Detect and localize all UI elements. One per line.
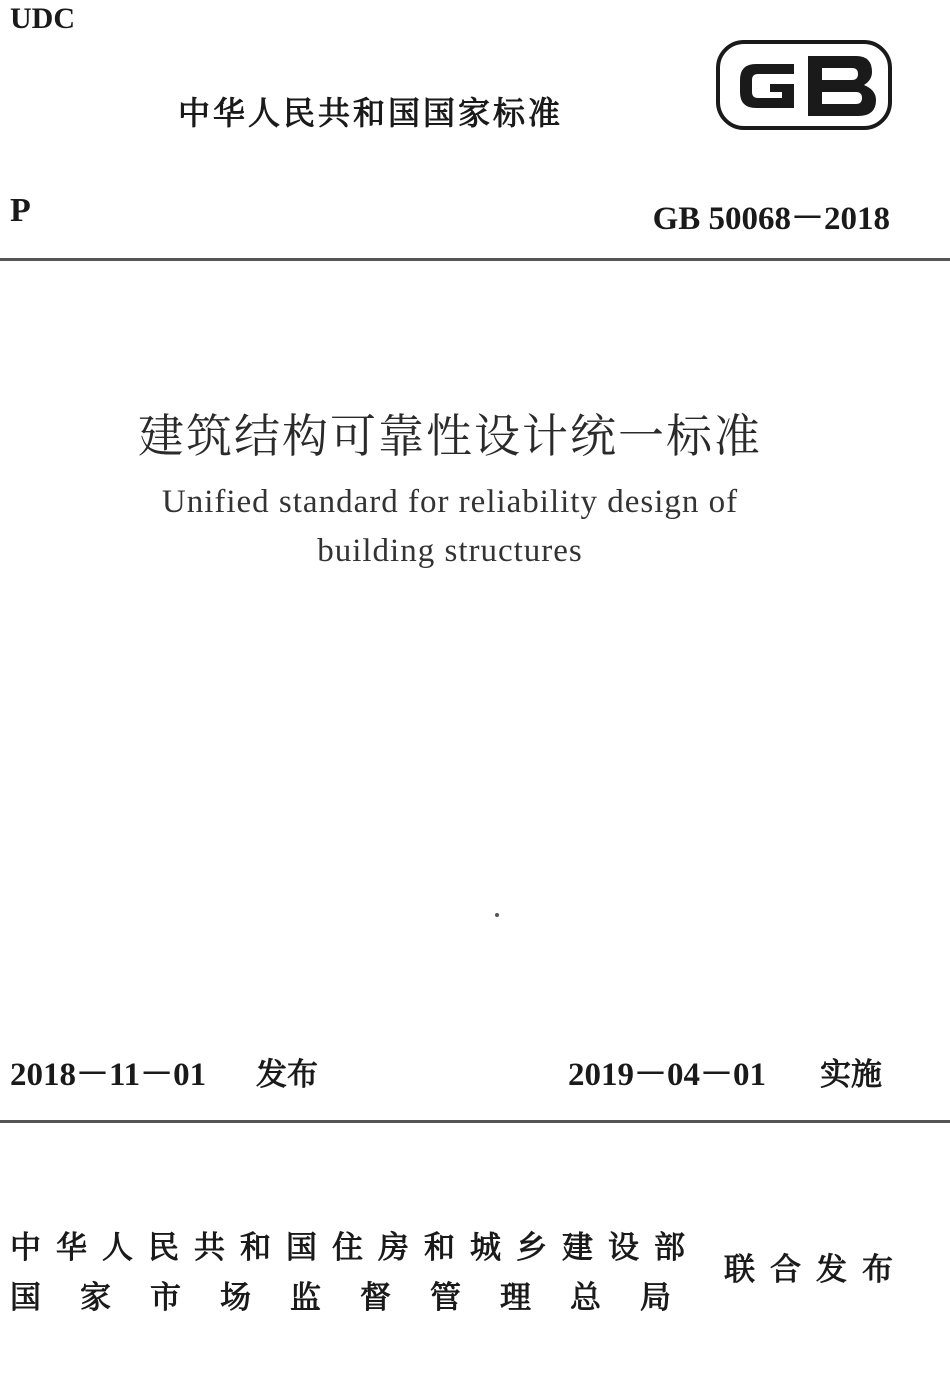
issuer-administration: 国家市场监督管理总局 bbox=[10, 1280, 710, 1316]
title-english-line2: building structures bbox=[317, 533, 583, 569]
gb-logo-icon bbox=[716, 40, 892, 130]
udc-label: UDC bbox=[10, 2, 75, 35]
implement-date: 2019－04－01 bbox=[568, 1057, 766, 1093]
bottom-divider bbox=[0, 1120, 950, 1123]
title-chinese: 建筑结构可靠性设计统一标准 bbox=[138, 409, 762, 463]
publish-label: 发布 bbox=[256, 1057, 318, 1093]
standard-number: GB 50068－2018 bbox=[652, 201, 890, 237]
joint-issue-label: 联合发布 bbox=[724, 1252, 908, 1288]
implement-label: 实施 bbox=[820, 1057, 882, 1093]
title-english-line1: Unified standard for reliability design of bbox=[161, 484, 739, 520]
publish-date: 2018－11－01 bbox=[10, 1057, 207, 1093]
category-code: P bbox=[10, 192, 31, 229]
issuer-ministry: 中华人民共和国住房和城乡建设部 bbox=[10, 1230, 700, 1266]
speck-mark bbox=[495, 913, 499, 917]
national-standard-heading: 中华人民共和国国家标准 bbox=[178, 94, 564, 132]
top-divider bbox=[0, 258, 950, 261]
